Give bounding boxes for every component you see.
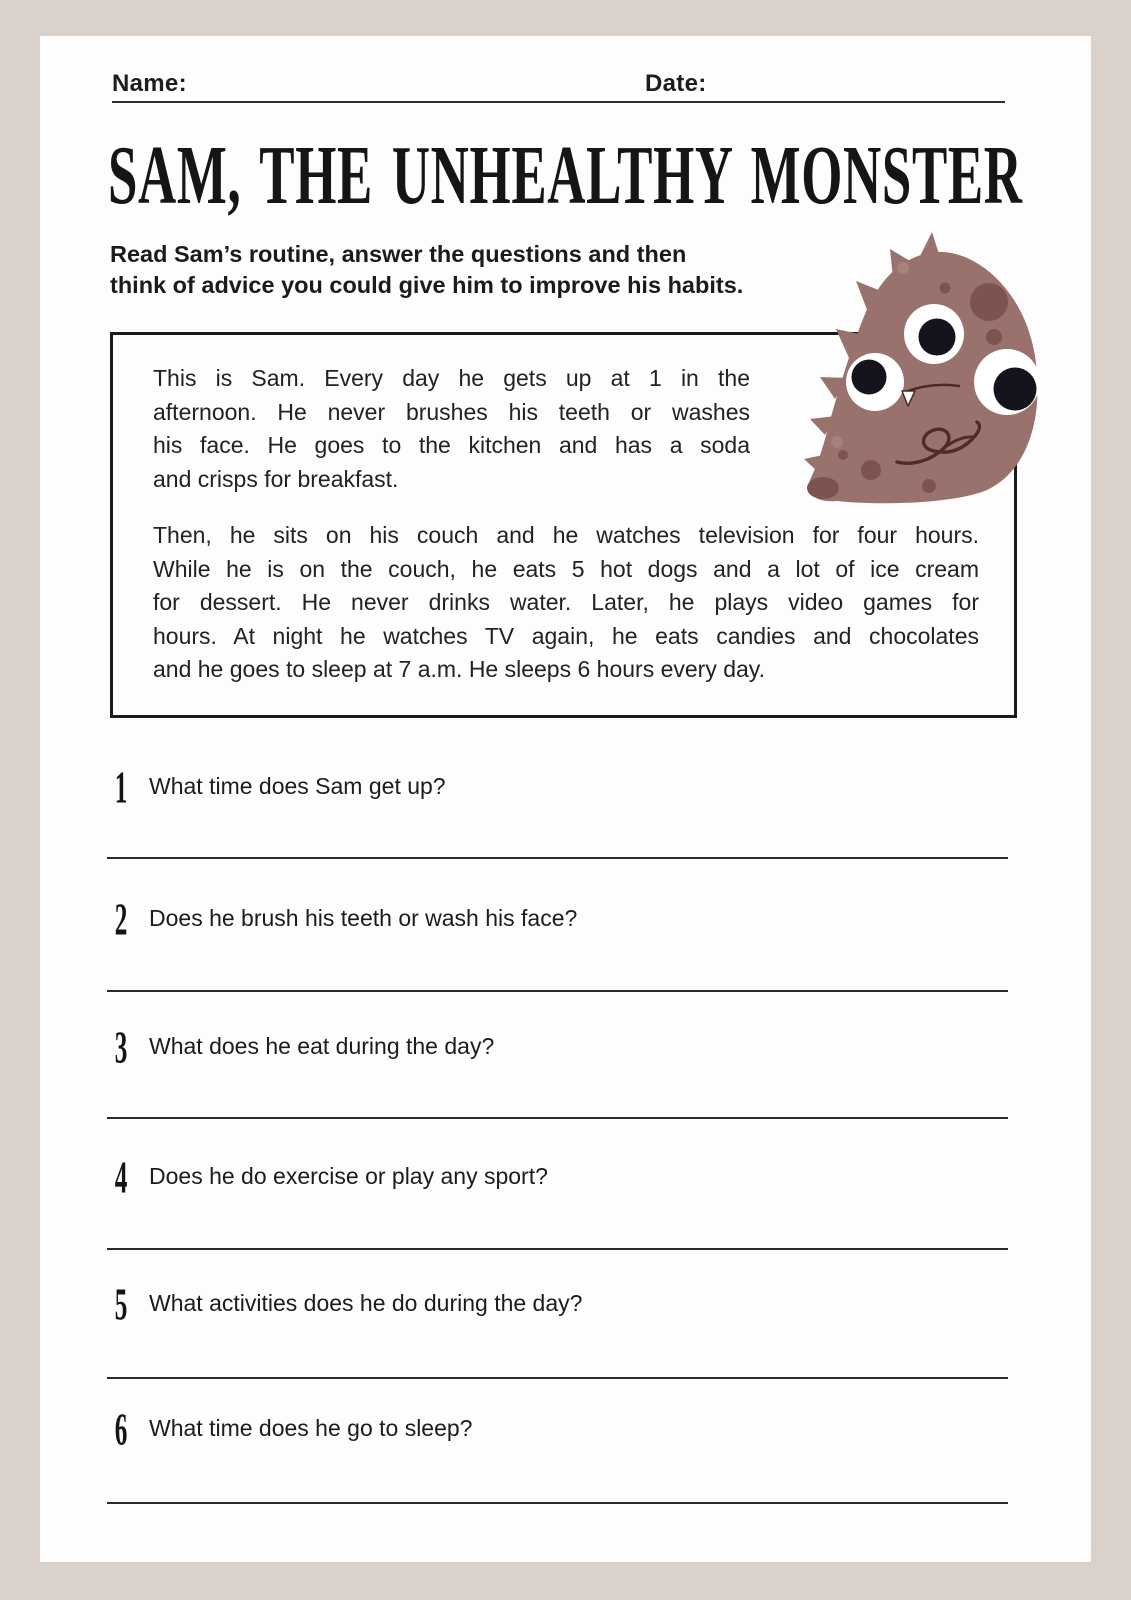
- date-label: Date:: [645, 70, 707, 97]
- passage-line: Then, he sits on his couch and he watches television for four hours.: [153, 522, 979, 548]
- passage-paragraph-1: [153, 362, 750, 496]
- question-6: [110, 1405, 473, 1456]
- passage-line: and he goes to sleep at 7 a.m. He sleeps 6 hours every day.: [153, 656, 765, 682]
- question-1-number: 1: [114, 763, 128, 814]
- answer-line-2[interactable]: [107, 990, 1008, 992]
- page-title-text: SAM, THE UNHEALTHY MONSTER: [108, 129, 1023, 222]
- question-2-text: Does he brush his teeth or wash his face?: [149, 905, 578, 931]
- instructions-line-1: Read Sam’s routine, answer the questions and then: [110, 241, 687, 267]
- question-5-text: What activities does he do during the day?: [149, 1290, 583, 1316]
- question-1-text: What time does Sam get up?: [149, 773, 446, 799]
- passage-line: afternoon. He never brushes his teeth or washes: [153, 398, 750, 425]
- monster-illustration: [793, 222, 1043, 505]
- passage-line: for dessert. He never drinks water. Later, he plays video games for: [153, 589, 979, 615]
- question-5-number: 5: [114, 1280, 128, 1331]
- instructions-line-2: think of advice you could give him to improve his habits.: [110, 272, 744, 298]
- instructions: [110, 239, 810, 301]
- question-6-text: What time does he go to sleep?: [149, 1415, 473, 1441]
- answer-line-1[interactable]: [107, 857, 1008, 859]
- name-label: Name:: [112, 70, 187, 97]
- question-5: [110, 1280, 583, 1331]
- question-3-text: What does he eat during the day?: [149, 1033, 495, 1059]
- question-3: [110, 1023, 495, 1074]
- passage-line: This is Sam. Every day he gets up at 1 in the: [153, 365, 750, 391]
- question-2: [110, 895, 578, 946]
- question-2-number: 2: [114, 895, 128, 946]
- question-3-number: 3: [114, 1023, 128, 1074]
- question-4-text: Does he do exercise or play any sport?: [149, 1163, 548, 1189]
- question-1: [110, 763, 446, 814]
- page-title: [108, 129, 1038, 224]
- question-4: [110, 1153, 548, 1204]
- answer-line-4[interactable]: [107, 1248, 1008, 1250]
- answer-line-6[interactable]: [107, 1502, 1008, 1504]
- passage-line: his face. He goes to the kitchen and has a soda: [153, 432, 750, 458]
- question-6-number: 6: [114, 1405, 128, 1456]
- name-date-line[interactable]: [112, 101, 1005, 103]
- passage-line: hours. At night he watches TV again, he eats candies and chocolates: [153, 622, 979, 649]
- answer-line-5[interactable]: [107, 1377, 1008, 1379]
- answer-line-3[interactable]: [107, 1117, 1008, 1119]
- passage-line: While he is on the couch, he eats 5 hot dogs and a lot of ice cream: [153, 555, 979, 582]
- passage-line: and crisps for breakfast.: [153, 465, 399, 492]
- passage-paragraph-2: [153, 519, 979, 687]
- question-4-number: 4: [114, 1153, 128, 1204]
